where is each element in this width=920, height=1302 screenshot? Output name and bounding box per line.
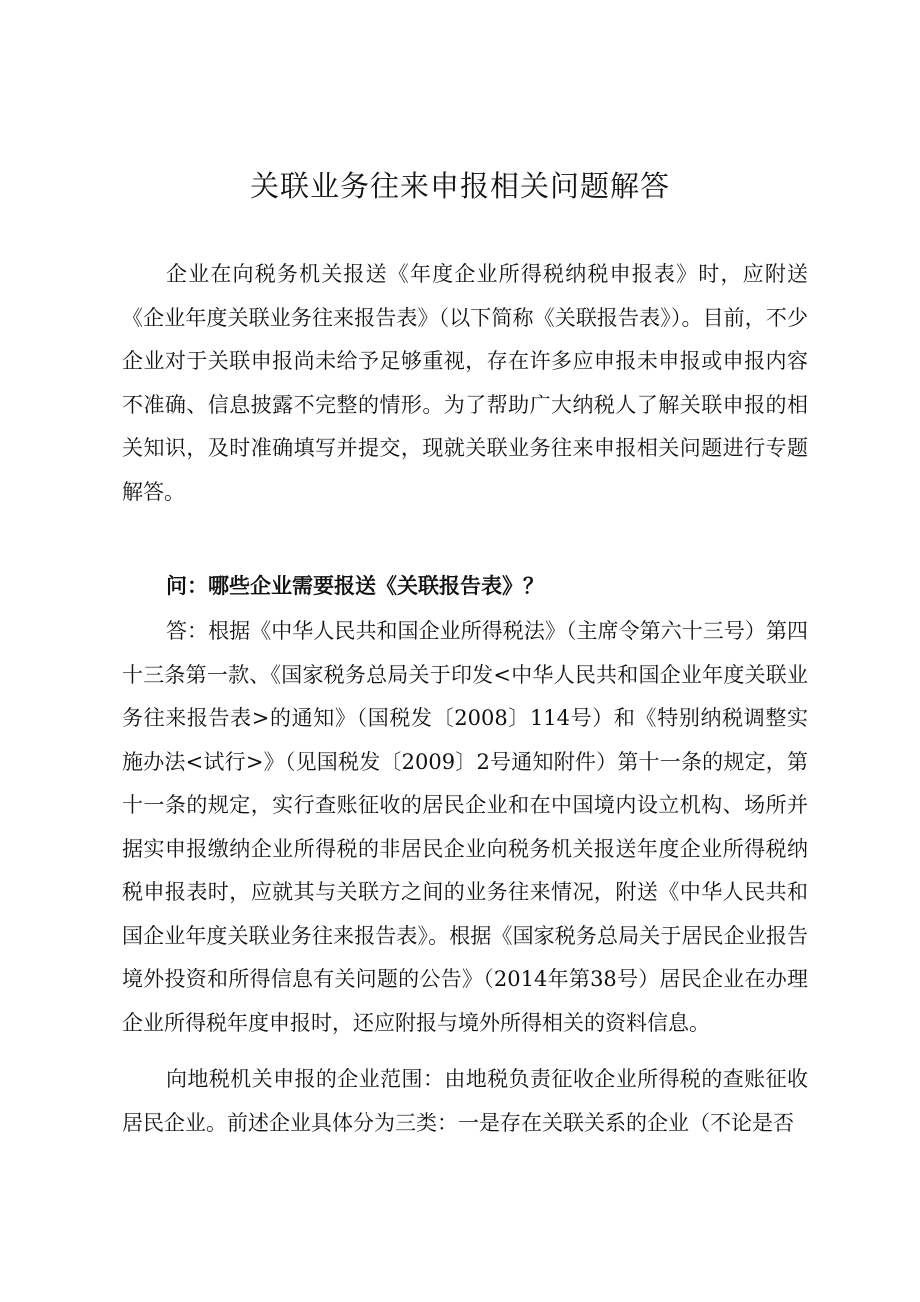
intro-paragraph: 企业在向税务机关报送《年度企业所得税纳税申报表》时，应附送《企业年度关联业务往来报告表》（以下简称《关联报告表》）。目前，不少企业对于关联申报尚未给予足够重视，存在许多应申报未申报或申报内容不准确、信息披露不完整的情形。为了帮助广大纳税人了解关联申报的相关知识，及时准确填写并提交，现就关联业务往来申报相关问题进行专题解答。: [122, 262, 808, 504]
document-title: 关联业务往来申报相关问题解答: [249, 169, 670, 203]
answer-paragraph: 答：根据《中华人民共和国企业所得税法》（主席令第六十三号）第四十三条第一款、《国家税务总局关于印发<中华人民共和国企业年度关联业务往来报告表>的通知》（国税发〔2008〕114号）和《特别纳税调整实施办法<试行>》（见国税发〔2009〕2号通知附件）第十一条的规定，第十一条的规定，实行查账征收的居民企业和在中国境内设立机构、场所并据实申报缴纳企业所得税的非居民企业向税务机关报送年度企业所得税纳税申报表时，应就其与关联方之间的业务往来情况，附送《中华人民共和国企业年度关联业务往来报告表》。根据《国家税务总局关于居民企业报告境外投资和所得信息有关问题的公告》（2014年第38号）居民企业在办理企业所得税年度申报时，还应附报与境外所得相关的资料信息。: [122, 619, 808, 1035]
question-heading: 问：哪些企业需要报送《关联报告表》？: [166, 574, 544, 598]
scope-paragraph: 向地税机关申报的企业范围：由地税负责征收企业所得税的查账征收居民企业。前述企业具体分为三类：一是存在关联关系的企业（不论是否: [122, 1067, 808, 1135]
